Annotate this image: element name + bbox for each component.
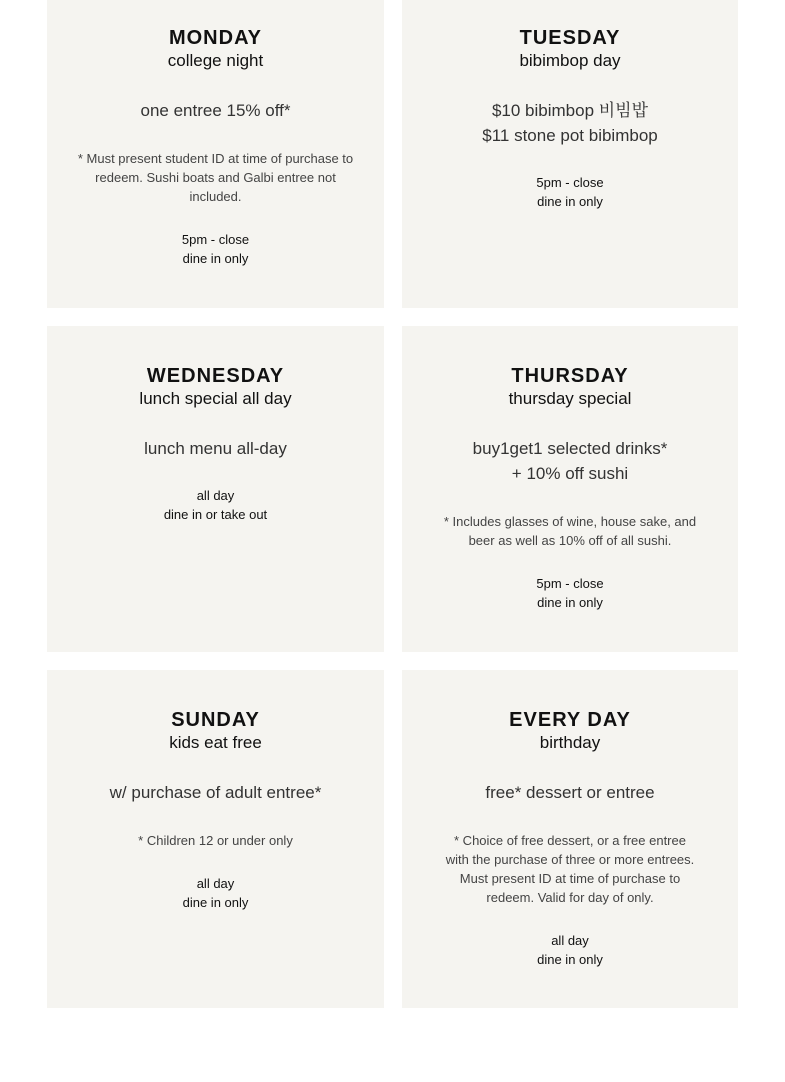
special-subtitle: thursday special: [508, 389, 632, 408]
hours-text: all day: [196, 876, 235, 891]
special-subtitle: lunch special all day: [139, 389, 292, 408]
offer-text: [67, 98, 364, 123]
day-heading: TUESDAY: [519, 27, 621, 49]
special-subtitle: bibimbop day: [519, 51, 621, 70]
fine-print: * Must present student ID at time of purchase to redeem. Sushi boats and Galbi entree not included.: [77, 151, 354, 204]
offer-line: w/ purchase of adult entree*: [109, 783, 322, 802]
hours-text: 5pm - close: [181, 232, 250, 247]
offer-text: [422, 780, 718, 805]
offer-text: [67, 780, 364, 805]
offer-line: lunch menu all-day: [144, 439, 287, 458]
hours-text: all day: [196, 488, 235, 503]
service-text: dine in only: [537, 595, 603, 610]
card-tuesday: [402, 0, 738, 308]
card-wednesday: [47, 326, 384, 652]
fine-print: * Choice of free dessert, or a free entree with the purchase of three or more entrees. Must present ID at time of purchase to redeem. Valid for day of only.: [445, 833, 695, 905]
offer-line: $11 stone pot bibimbop: [482, 126, 658, 145]
offer-line: + 10% off sushi: [511, 464, 629, 483]
offer-text: [67, 436, 364, 461]
day-heading: MONDAY: [168, 27, 263, 49]
service-text: dine in only: [537, 194, 603, 209]
offer-line: one entree 15% off*: [140, 101, 291, 120]
day-heading: SUNDAY: [171, 709, 260, 731]
day-heading: EVERY DAY: [509, 709, 631, 731]
card-every-day: [402, 670, 738, 1008]
day-heading: THURSDAY: [511, 365, 629, 387]
service-text: dine in only: [537, 952, 603, 967]
offer-text: [422, 436, 718, 486]
offer-line: free* dessert or entree: [485, 783, 655, 802]
day-heading: WEDNESDAY: [146, 365, 285, 387]
card-thursday: [402, 326, 738, 652]
special-subtitle: birthday: [539, 733, 601, 752]
card-sunday: [47, 670, 384, 1008]
card-monday: [47, 0, 384, 308]
hours-text: all day: [551, 933, 589, 948]
fine-print: * Includes glasses of wine, house sake, and beer as well as 10% off of all sushi.: [443, 514, 697, 548]
service-text: dine in or take out: [163, 507, 268, 522]
fine-print: * Children 12 or under only: [138, 833, 293, 848]
offer-line: buy1get1 selected drinks*: [472, 439, 668, 458]
hours-text: 5pm - close: [536, 576, 604, 591]
special-subtitle: kids eat free: [169, 733, 262, 752]
service-text: dine in only: [182, 251, 249, 266]
special-subtitle: college night: [167, 51, 264, 70]
service-text: dine in only: [182, 895, 249, 910]
offer-line: $10 bibimbop 비빔밥: [491, 101, 649, 120]
offer-text: [422, 98, 718, 148]
hours-text: 5pm - close: [536, 175, 604, 190]
